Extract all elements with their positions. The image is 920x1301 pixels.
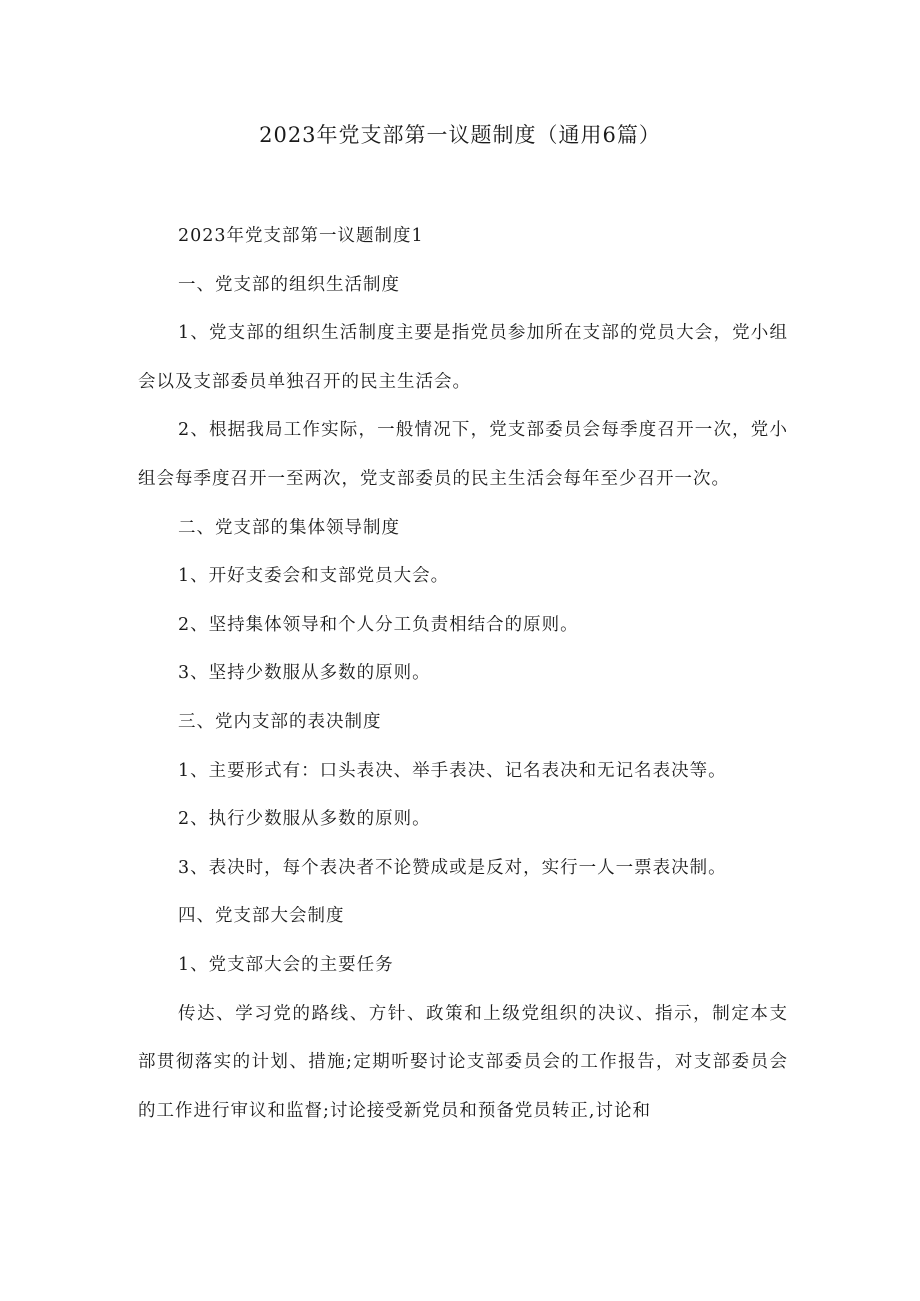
document-body (138, 212, 788, 1135)
paragraph: 3、表决时，每个表决者不论赞成或是反对，实行一人一票表决制。 (178, 857, 727, 878)
paragraph: 1、党支部大会的主要任务 (178, 954, 394, 975)
section-heading: 二、党支部的集体领导制度 (178, 517, 400, 538)
section-heading: 2023年党支部第一议题制度1 (178, 226, 424, 246)
paragraph: 1、主要形式有：口头表决、举手表决、记名表决和无记名表决等。 (178, 760, 727, 781)
section-heading: 一、党支部的组织生活制度 (178, 274, 400, 295)
paragraph: 3、坚持少数服从多数的原则。 (178, 663, 431, 684)
paragraph: 2、执行少数服从多数的原则。 (178, 809, 431, 830)
paragraph: 1、开好支委会和支部党员大会。 (178, 566, 450, 587)
paragraph: 2、坚持集体领导和个人分工负责相结合的原则。 (178, 614, 579, 635)
section-heading: 三、党内支部的表决制度 (178, 711, 382, 732)
document-title: 2023年党支部第一议题制度（通用6篇） (259, 123, 661, 147)
paragraph: 2、根据我局工作实际，一般情况下，党支部委员会每季度召开一次，党小组会每季度召开一至两次，党支部委员的民主生活会每年至少召开一次。 (138, 420, 788, 489)
paragraph: 传达、学习党的路线、方针、政策和上级党组织的决议、指示，制定本支部贯彻落实的计划、措施;定期听娶讨论支部委员会的工作报告，对支部委员会的工作进行审议和监督;讨论接受新党员和预备党员转正,讨论和 (138, 1003, 788, 1121)
section-heading: 四、党支部大会制度 (178, 906, 345, 927)
paragraph: 1、党支部的组织生活制度主要是指党员参加所在支部的党员大会，党小组会以及支部委员单独召开的民主生活会。 (138, 323, 788, 392)
